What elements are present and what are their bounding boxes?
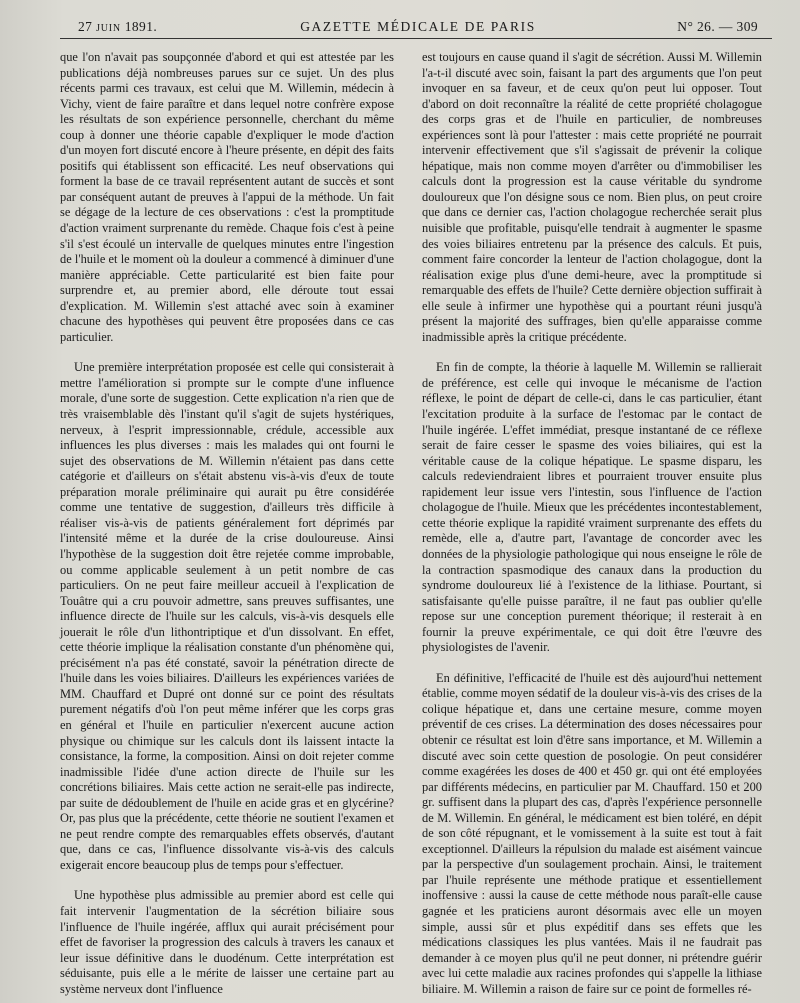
paragraph: est toujours en cause quand il s'agit de sécrétion. Aussi M. Willemin l'a-t-il discuté avec soin, faisant la part des arguments que l'on peut invoquer en sa faveur, et de ceux qu'on peut lui opposer. Tout d'abord on doit reconnaître la réalité de cette propriété cholagogue des corps gras et de l'huile en particulier, de nombreuses expériences sont là pour l'attester : mais cette propriété ne pourrait intervenir effectivement que s'il s'agissait de prévenir la colique hépatique, mais non comme moyen d'arrêter ou d'immobiliser les calculs dont la progression est la cause véritable du syndrome douloureux que l'on désigne sous ce nom. Bien plus, on peut croire que dans ce dernier cas, l'action cholagogue recherchée serait plus nuisible que profitable, puisqu'elle tendrait à augmenter le spasme des voies biliaires entretenu par la présence des calculs. Et puis, comment faire concorder la lenteur de l'action cholagogue, dont la réalisation exige plus d'une demi-heure, avec la promptitude si remarquable des effets de l'huile? Cette dernière objection suffirait à elle seule à infirmer une hypothèse qui a pourtant réuni jusqu'à présent la majorité des suffrages, bien qu'elle apparaisse comme inadmissible après la critique précédente.	[422, 50, 762, 344]
paragraph: Une hypothèse plus admissible au premier abord est celle qui fait intervenir l'augmentation de la sécrétion biliaire sous l'influence de l'huile ingérée, afflux qui aurait précisément pour effet de favoriser la progression des calculs à travers les canaux et leur issue définitive dans le duodénum. Cette interprétation est séduisante, puis elle a le mérite de laisser une certaine part au système nerveux dont l'influence	[60, 888, 394, 996]
date-year: 1891.	[124, 19, 158, 34]
right-column	[422, 50, 762, 997]
header-rule	[60, 38, 772, 39]
paragraph: que l'on n'avait pas soupçonnée d'abord et qui est attestée par les publications déjà nombreuses parues sur ce sujet. Un des plus récents parmi ces travaux, est celui que M. Willemin, médecin à Vichy, vient de faire paraître et dans lequel notre confrère expose les résultats de son expérience personnelle, cherchant du même coup à donner une théorie capable d'expliquer le mode d'action d'un moyen fort discuté encore à l'heure présente, en dépit des faits positifs qui établissent son efficacité. Les neuf observations qui forment la base de ce travail représentent autant de succès et sont par conséquent autant de preuves à l'appui de la méthode. Un fait se dégage de la lecture de ces observations : c'est la promptitude d'action vraiment surprenante du remède. Chaque fois c'est à peine s'il s'est écoulé un intervalle de quelques minutes entre l'ingestion de l'huile et le moment où la douleur a commencé à diminuer d'une manière appréciable. Cette particularité est bien faite pour surprendre et, au premier abord, elle déroute tout essai d'explication. M. Willemin s'est attaché avec soin à examiner chacune des hypothèses qui peuvent être proposées dans ce cas particulier.	[60, 50, 394, 344]
paragraph: En fin de compte, la théorie à laquelle M. Willemin se rallierait de préférence, est celle qui invoque le mécanisme de l'action réflexe, le point de départ de celle-ci, dans le cas particulier, étant l'excitation produite à la surface de l'estomac par le contact de l'huile ingérée. L'effet immédiat, presque instantané de ce réflexe serait de faire cesser le spasme des voies biliaires, qui est la véritable cause de la colique hépatique. Le spasme disparu, les calculs redeviendraient libres et pourraient trouver ensuite plus rapidement leur issue vers l'intestin, sous l'influence de l'action cholagogue de l'huile. Mieux que les précédentes incontestablement, cette théorie explique la rapidité vraiment surprenante des effets du remède, elle a, d'autre part, l'avantage de concorder avec les données de la physiologie pathologique qui nous enseigne le rôle de la contraction spasmodique des canaux dans la production du syndrome douloureux lié à l'existence de la lithiase. Pourtant, si satisfaisante qu'elle puisse paraître, il ne faut pas oublier qu'elle repose sur une conception purement théorique; il resterait à en fournir la preuve expérimentale, ce qui doit être l'œuvre des physiologistes de l'avenir.	[422, 360, 762, 655]
date-day: 27	[78, 19, 93, 34]
left-column	[60, 50, 394, 997]
date-month: JUIN	[96, 23, 121, 34]
publication-title: GAZETTE MÉDICALE DE PARIS	[300, 19, 536, 34]
page-header	[78, 13, 758, 39]
paragraph: Une première interprétation proposée est celle qui consisterait à mettre l'amélioration si prompte sur le compte d'une influence morale, d'une sorte de suggestion. Cette explication n'a rien que de très vraisemblable dès l'instant qu'il s'agit de sujets hystériques, nerveux, à l'esprit impressionnable, crédule, accessible aux influences les plus diverses : mais les malades qui ont fourni le sujet des observations de M. Willemin n'étaient pas dans cette catégorie et d'ailleurs on s'était abstenu vis-à-vis d'eux de toute préparation morale préliminaire qui aurait pu être considérée comme une tentative de suggestion, d'ailleurs très difficile à réaliser vis-à-vis de patients généralement fort déprimés par l'intensité même et la durée de la crise douloureuse. Ainsi l'hypothèse de la suggestion doit être rejetée comme improbable, ou comme applicable seulement à un petit nombre de cas particuliers. On ne peut faire meilleur accueil à l'explication de Touâtre qui a cru pouvoir admettre, sans preuves suffisantes, une influence directe de l'huile sur les calculs, vis-à-vis desquels elle jouerait le rôle d'un lithontriptique et d'un dissolvant. En effet, cette théorie implique la réalisation constante d'un phénomène qui, précisément n'a pas été constaté, savoir la pénétration directe de l'huile dans les voies biliaires. D'ailleurs les expériences variées de MM. Chauffard et Dupré ont donné sur ce point des résultats purement négatifs d'où l'on peut même inférer que les corps gras en général et l'huile en particulier n'exercent aucune action physique ou chimique sur les calculs dont ils laissent intacte la consistance, la forme, la composition. Ainsi on doit rejeter comme inadmissible l'idée d'une action directe de l'huile sur les concrétions biliaires. Mais cette action ne serait-elle pas indirecte, par suite de dédoublement de l'huile en acide gras et en glycérine? Or, pas plus que la précédente, cette théorie ne soutient l'examen et ne peut rendre compte des remarquables effets observés, d'autant que, dans ce cas, l'influence dissolvante vis-à-vis des calculs exigerait encore beaucoup plus de temps pour s'effectuer.	[60, 360, 394, 872]
paragraph: En définitive, l'efficacité de l'huile est dès aujourd'hui nettement établie, comme moyen sédatif de la douleur vis-à-vis des crises de la colique hépatique et, dans une certaine mesure, comme moyen préventif de ces crises. La détermination des doses nécessaires pour obtenir ce résultat est loin d'être sans importance, et M. Willemin a discuté avec soin cette question de posologie. On peut considérer comme exagérées les doses de 400 et 450 gr. qui ont été employées par différents médecins, en particulier par M. Chauffard. 150 et 200 gr. suffisent dans la plupart des cas, d'après l'expérience personnelle de M. Willemin. En général, le médicament est bien toléré, en dépit de son côté répugnant, et le vomissement à la suite est tout à fait exceptionnel. D'ailleurs la répulsion du malade est aisément vaincue par la perspective d'un soulagement prochain. Ainsi, le traitement par l'huile représente une méthode pratique et essentiellement inoffensive : aussi la cause de cette méthode nous paraît-elle cause gagnée et les praticiens auront désormais avec elle un moyen simple, aussi sûr et plus expéditif dans ses effets que les médications classiques les plus vantées. Mais il ne faudrait pas demander à ce moyen plus qu'il ne peut donner, ni prétendre guérir avec lui cette maladie aux racines profondes qui s'appelle la lithiase biliaire. M. Willemin a raison de faire sur ce point de formelles ré-	[422, 670, 762, 996]
issue-and-page-number: N° 26. — 309	[677, 19, 758, 34]
